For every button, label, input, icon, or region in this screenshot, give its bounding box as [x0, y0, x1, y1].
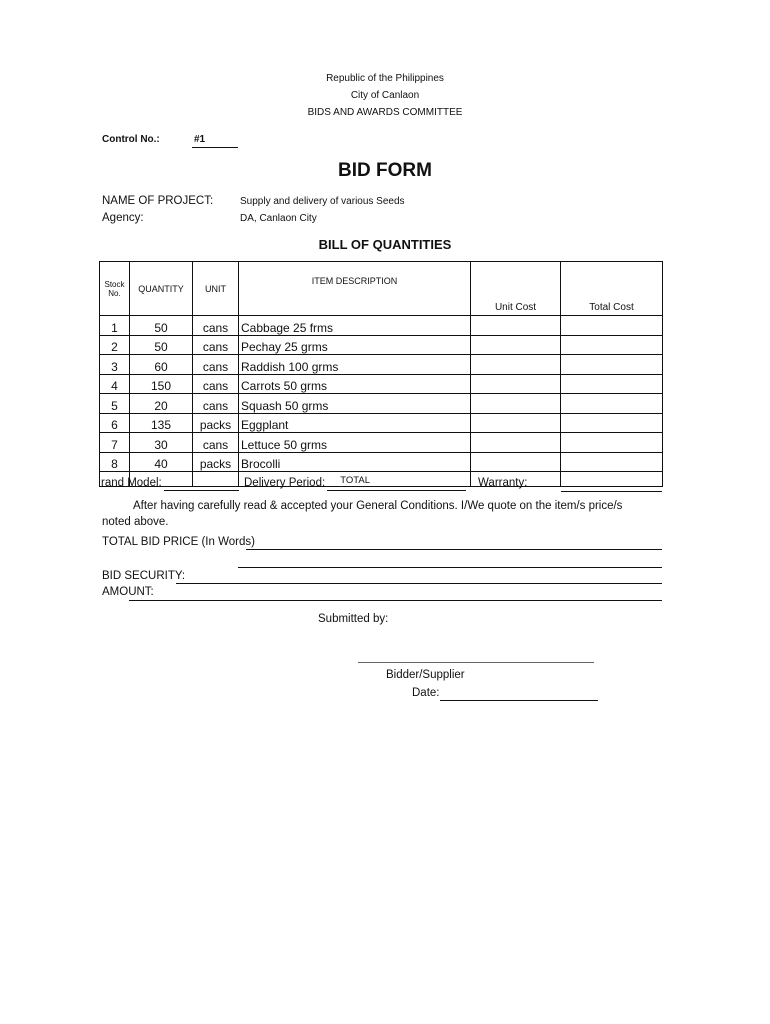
total-bid-price-label: TOTAL BID PRICE (In Words) — [102, 536, 255, 548]
agency-label: Agency: — [102, 212, 144, 224]
cell-unit: cans — [193, 355, 239, 375]
cell-total-cost[interactable] — [561, 452, 663, 472]
delivery-period-field[interactable] — [327, 490, 466, 491]
cell-stock-no: 1 — [100, 316, 130, 336]
cell-quantity: 20 — [130, 394, 193, 414]
cell-unit: cans — [193, 374, 239, 394]
cell-unit: packs — [193, 413, 239, 433]
cell-unit-cost[interactable] — [471, 316, 561, 336]
statement-line-2: noted above. — [102, 516, 169, 528]
cell-description: Brocolli — [239, 452, 471, 472]
delivery-period-label: Delivery Period: — [244, 477, 326, 489]
cell-unit-cost[interactable] — [471, 452, 561, 472]
amount-field[interactable] — [129, 600, 662, 601]
cell-total-cost[interactable] — [561, 394, 663, 414]
cell-total-cost[interactable] — [561, 355, 663, 375]
cell-unit: cans — [193, 433, 239, 453]
header-committee: BIDS AND AWARDS COMMITTEE — [307, 107, 463, 118]
table-row — [100, 452, 663, 472]
total-bid-price-field-2[interactable] — [238, 567, 662, 568]
cell-unit-cost[interactable] — [471, 335, 561, 355]
agency-value: DA, Canlaon City — [240, 213, 317, 224]
cell-total-cost[interactable] — [561, 374, 663, 394]
cell-quantity: 60 — [130, 355, 193, 375]
cell-stock-no: 7 — [100, 433, 130, 453]
project-name-label: NAME OF PROJECT: — [102, 195, 214, 207]
table-header-row — [100, 262, 663, 316]
date-label: Date: — [412, 687, 440, 699]
cell-stock-no: 6 — [100, 413, 130, 433]
col-header-quantity: QUANTITY — [130, 262, 193, 316]
cell-total-cost[interactable] — [561, 413, 663, 433]
bid-security-field[interactable] — [176, 583, 662, 584]
control-no-underline — [192, 147, 238, 148]
table-total-row — [100, 472, 663, 487]
control-no-value: #1 — [194, 134, 206, 145]
cell-total-cost[interactable] — [561, 316, 663, 336]
header-city: City of Canlaon — [350, 90, 420, 101]
cell-unit: cans — [193, 335, 239, 355]
cell-quantity: 150 — [130, 374, 193, 394]
statement-line-1: After having carefully read & accepted your General Conditions. I/We quote on the item/s price/s — [133, 500, 623, 512]
cell-description: Cabbage 25 frms — [239, 316, 471, 336]
brand-model-label: rand Model: — [101, 477, 162, 489]
table-row — [100, 374, 663, 394]
cell-description: Lettuce 50 grms — [239, 433, 471, 453]
cell-description: Raddish 100 grms — [239, 355, 471, 375]
col-header-total-cost: Total Cost — [561, 262, 663, 316]
cell-description: Pechay 25 grms — [239, 335, 471, 355]
cell-quantity: 135 — [130, 413, 193, 433]
cell-description: Eggplant — [239, 413, 471, 433]
cell-quantity: 30 — [130, 433, 193, 453]
page-title: BID FORM — [338, 160, 432, 181]
cell-unit: packs — [193, 452, 239, 472]
cell-stock-no: 4 — [100, 374, 130, 394]
bill-of-quantities-table — [99, 261, 663, 487]
table-row — [100, 335, 663, 355]
brand-model-field[interactable] — [164, 490, 239, 491]
cell-quantity: 50 — [130, 335, 193, 355]
cell-unit-cost[interactable] — [471, 413, 561, 433]
submitted-by-label: Submitted by: — [318, 613, 389, 625]
bid-security-label: BID SECURITY: — [102, 570, 186, 582]
cell-total-cost[interactable] — [561, 335, 663, 355]
control-no-label: Control No.: — [102, 134, 160, 145]
total-bid-price-field[interactable] — [246, 549, 662, 550]
total-label: TOTAL — [239, 472, 471, 487]
col-header-unit: UNIT — [193, 262, 239, 316]
cell-stock-no: 5 — [100, 394, 130, 414]
cell-unit-cost[interactable] — [471, 374, 561, 394]
header-republic: Republic of the Philippines — [326, 73, 444, 84]
signature-line[interactable] — [358, 662, 594, 663]
table-row — [100, 413, 663, 433]
date-field[interactable] — [440, 700, 598, 701]
cell-stock-no: 8 — [100, 452, 130, 472]
cell-total-cost[interactable] — [561, 433, 663, 453]
col-header-description: ITEM DESCRIPTION — [239, 262, 471, 316]
cell-description: Squash 50 grms — [239, 394, 471, 414]
cell-unit: cans — [193, 394, 239, 414]
table-row — [100, 316, 663, 336]
total-amount-cell[interactable] — [561, 472, 663, 487]
table-row — [100, 355, 663, 375]
warranty-label: Warranty: — [478, 477, 528, 489]
cell-quantity: 50 — [130, 316, 193, 336]
cell-unit-cost[interactable] — [471, 355, 561, 375]
cell-quantity: 40 — [130, 452, 193, 472]
col-header-stock: Stock No. — [100, 262, 130, 316]
boq-title: BILL OF QUANTITIES — [318, 237, 452, 252]
warranty-field[interactable] — [561, 491, 662, 492]
bidder-supplier-label: Bidder/Supplier — [386, 669, 465, 681]
cell-stock-no: 3 — [100, 355, 130, 375]
project-name-value: Supply and delivery of various Seeds — [240, 196, 405, 207]
cell-unit: cans — [193, 316, 239, 336]
amount-label: AMOUNT: — [102, 586, 154, 598]
cell-stock-no: 2 — [100, 335, 130, 355]
cell-unit-cost[interactable] — [471, 394, 561, 414]
col-header-unit-cost: Unit Cost — [471, 262, 561, 316]
table-row — [100, 433, 663, 453]
cell-unit-cost[interactable] — [471, 433, 561, 453]
cell-description: Carrots 50 grms — [239, 374, 471, 394]
table-row — [100, 394, 663, 414]
